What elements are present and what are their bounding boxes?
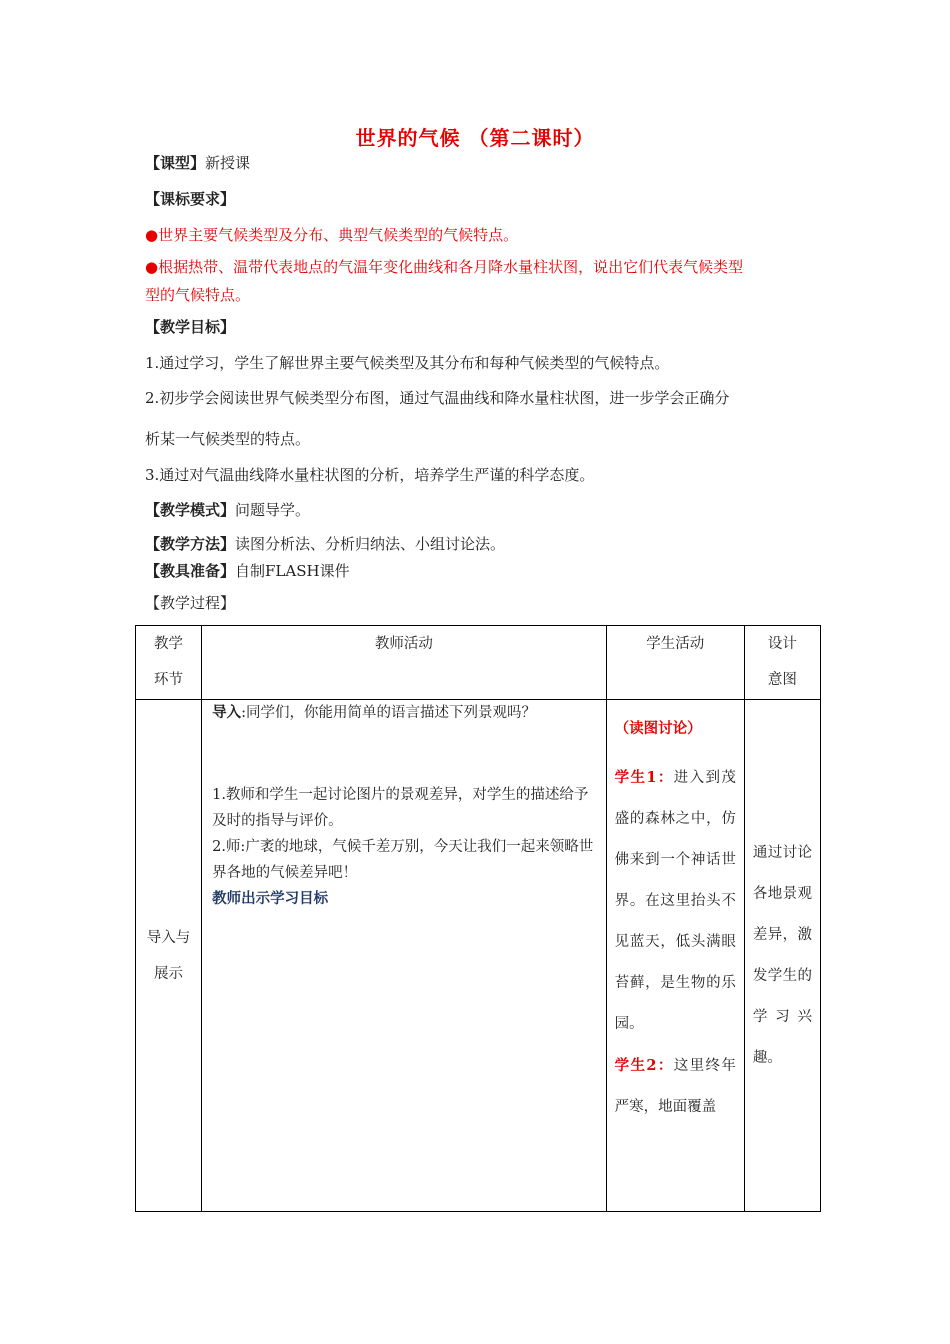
process-label: 【教学过程】	[145, 594, 236, 612]
standard-item-1: ●世界主要气候类型及分布、典型气候类型的气候特点。	[145, 226, 519, 244]
header-student: 学生活动	[606, 626, 744, 700]
bullet-icon: ●	[145, 226, 159, 244]
objective-item-2-cont: 析某一气候类型的特点。	[145, 430, 311, 448]
teacher-paragraph-3: 教师出示学习目标	[212, 890, 329, 907]
student-1-label: 学生1：	[614, 769, 674, 786]
teacher-activity-cell	[202, 700, 607, 1212]
student-1-text: 进入到茂盛的森林之中，仿佛来到一个神话世界。在这里抬头不见蓝天，低头满眼苔藓，是生物的乐园。	[614, 770, 736, 1032]
objectives-label: 【教学目标】	[145, 318, 236, 336]
course-type-line	[145, 152, 250, 173]
objective-item-2: 2.初步学会阅读世界气候类型分布图，通过气温曲线和降水量柱状图，进一步学会正确分	[145, 389, 730, 407]
tools-line: 【教具准备】自制FLASH课件	[145, 562, 350, 580]
bullet-icon: ●	[145, 258, 159, 276]
header-stage: 教学 环节	[136, 626, 202, 700]
student-activity-cell	[606, 700, 744, 1212]
intro-label: 导入	[212, 704, 242, 721]
intro-text: :同学们，你能用简单的语言描述下列景观吗？	[241, 705, 536, 721]
design-intent-cell: 通过讨论各地景观差异，激发学生的学习兴趣。	[744, 700, 820, 1212]
teaching-process-table	[135, 625, 821, 1212]
course-type-label: 【课型】	[145, 154, 206, 172]
student-heading: （读图讨论）	[614, 720, 702, 737]
header-teacher: 教师活动	[202, 626, 607, 700]
table-row	[136, 700, 821, 1212]
standard-item-2: ●根据热带、温带代表地点的气温年变化曲线和各月降水量柱状图，说出它们代表气候类型	[145, 258, 744, 276]
course-type-value: 新授课	[205, 154, 251, 172]
student-2-label: 学生2：	[614, 1057, 674, 1074]
teacher-paragraph-2: 2.师:广袤的地球，气候千差万别，今天让我们一起来领略世界各地的气候差异吧！	[212, 839, 594, 881]
objective-item-3: 3.通过对气温曲线降水量柱状图的分析，培养学生严谨的科学态度。	[145, 466, 595, 484]
mode-line: 【教学模式】问题导学。	[145, 501, 311, 519]
standards-label: 【课标要求】	[145, 190, 236, 208]
header-design: 设计 意图	[744, 626, 820, 700]
teacher-paragraph-1: 1.教师和学生一起讨论图片的景观差异，对学生的描述给予及时的指导与评价。	[212, 787, 589, 829]
stage-cell: 导入与 展示	[136, 700, 202, 1212]
standard-item-2-cont: 型的气候特点。	[145, 286, 251, 304]
method-line: 【教学方法】读图分析法、分析归纳法、小组讨论法。	[145, 535, 506, 553]
objective-item-1: 1.通过学习，学生了解世界主要气候类型及其分布和每种气候类型的气候特点。	[145, 354, 670, 372]
page-title: 世界的气候 （第二课时）	[355, 126, 595, 150]
student-2-text: 这里终年严寒，地面覆盖	[614, 1058, 736, 1115]
table-header-row	[136, 626, 821, 700]
